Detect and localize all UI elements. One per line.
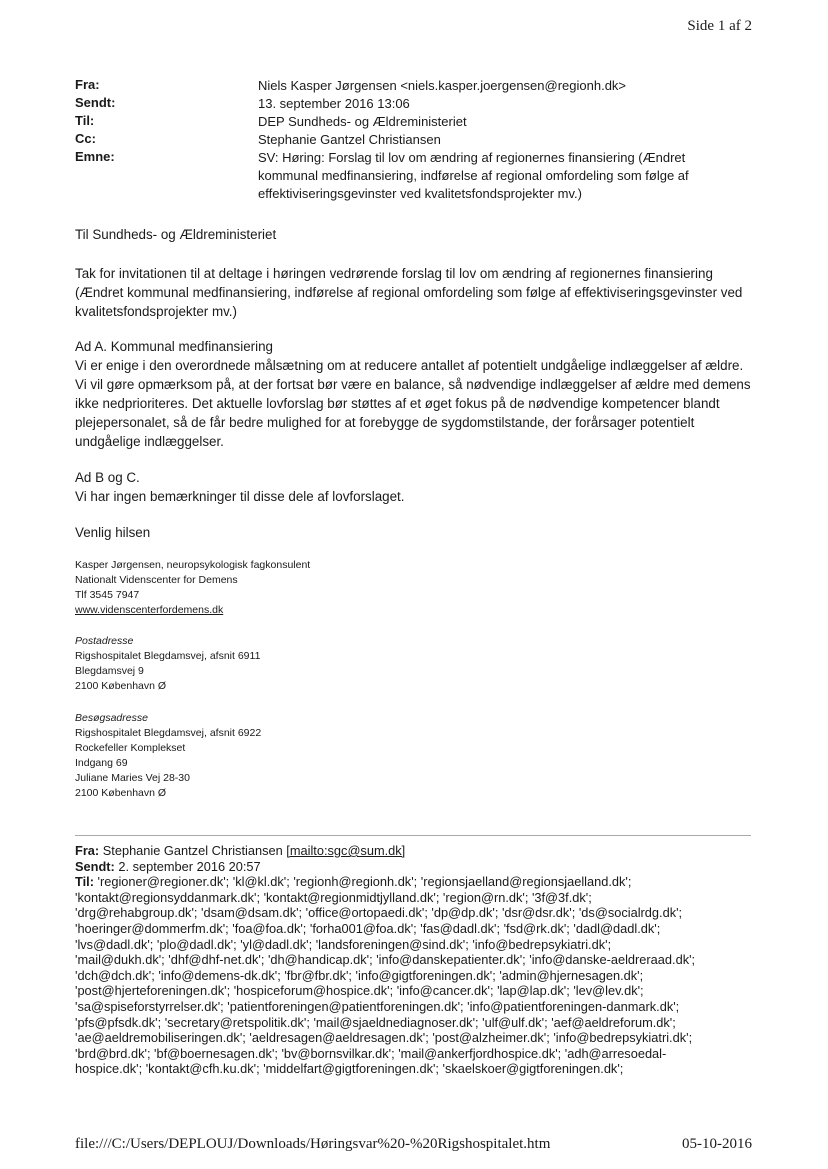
signature [75,558,310,618]
visit-line: Indgang 69 [75,757,128,769]
fwd-to-line: 'brd@brd.dk'; 'bf@boernesagen.dk'; 'bv@bornsvilkar.dk'; 'mail@ankerfjordhospice.dk'; 'adh@arresoedal- [75,1045,667,1061]
subject-label: Emne: [75,149,115,164]
fwd-to-line: 'pfs@pfsdk.dk'; 'secretary@retspolitik.dk'; 'mail@sjaeldnediagnoser.dk'; 'ulf@ulf.dk'; 'aef@aeldreforum.dk'; [75,1014,676,1030]
fwd-from-value: Stephanie Gantzel Christiansen [99,843,287,858]
cc-label: Cc: [75,131,96,146]
fwd-to-line: 'ae@aeldremobiliseringen.dk'; 'aeldresagen@aeldresagen.dk'; 'post@alzheimer.dk'; 'info@bedrepsykiatri.dk'; [75,1030,693,1046]
fwd-to-line: 'mail@dukh.dk'; 'dhf@dhf-net.dk'; 'dh@handicap.dk'; 'info@danskepatienter.dk'; 'info@danske-aeldreraad.dk'; [75,952,696,968]
fwd-to-line: 'kontakt@regionsyddanmark.dk'; 'kontakt@regionmidtjylland.dk'; 'region@rn.dk'; '3f@3f.dk'; [75,889,592,905]
visit-line: Rockefeller Komplekset [75,742,186,754]
fwd-to-line: hospice.dk'; 'kontakt@cfh.ku.dk'; 'middelfart@gigtforeningen.dk'; 'skaelskoer@gigtforeningen.dk'; [75,1061,624,1077]
postal-line: Rigshospitalet Blegdamsvej, afsnit 6911 [75,650,261,662]
section-a [75,337,755,451]
fwd-to-line [75,874,755,890]
fwd-to-line: 'post@hjerteforeningen.dk'; 'hospiceforum@hospice.dk'; 'info@cancer.dk'; 'lap@lap.dk'; 'lev@lev.dk'; [75,983,644,999]
visit-line: 2100 København Ø [75,787,167,799]
visit-line: Juliane Maries Vej 28-30 [75,772,190,784]
to-value: DEP Sundheds- og Ældreministeriet [258,114,467,129]
fwd-sent-line [75,859,755,875]
fwd-from-label: Fra: [75,843,100,858]
postal-address [75,634,260,694]
visit-heading: Besøgsadresse [75,712,148,724]
closing: Venlig hilsen [75,525,151,540]
fwd-sent-value: 2. september 2016 20:57 [114,858,261,874]
website-link[interactable]: www.videnscenterfordemens.dk [75,604,224,616]
section-bc-text: Vi har ingen bemærkninger til disse dele af lovforslaget. [75,489,405,504]
to-label: Til: [75,113,95,128]
sent-label: Sendt: [75,95,116,110]
signature-org: Nationalt Videnscenter for Demens [75,574,238,586]
footer-date: 05-10-2016 [682,1136,752,1152]
visit-line: Rigshospitalet Blegdamsvej, afsnit 6922 [75,727,262,739]
fwd-to-label: Til: [75,874,94,890]
email-header [0,77,828,217]
fwd-to-line: 'drg@rehabgroup.dk'; 'dsam@dsam.dk'; 'office@ortopaedi.dk'; 'dp@dp.dk'; 'dsr@dsr.dk'; 'ds@socialrdg.dk'; [75,905,683,921]
forwarded-header [75,843,755,1077]
fwd-to-line: 'sa@spiseforstyrrelser.dk'; 'patientforeningen@patientforeningen.dk'; 'info@patientforeningen-danmark.dk'; [75,998,680,1014]
signature-name: Kasper Jørgensen, neuropsykologisk fagkonsulent [75,559,311,571]
sent-value: 13. september 2016 13:06 [258,96,410,111]
divider [75,835,751,836]
from-label: Fra: [75,77,100,92]
section-bc [75,468,755,506]
signature-phone: Tlf 3545 7947 [75,589,140,601]
postal-line: 2100 København Ø [75,680,167,692]
fwd-mailto-link[interactable]: [mailto:sgc@sum.dk] [286,843,406,858]
from-value: Niels Kasper Jørgensen <niels.kasper.joergensen@regionh.dk> [258,78,627,93]
salutation: Til Sundheds- og Ældreministeriet [75,227,277,242]
postal-line: Blegdamsvej 9 [75,665,144,677]
fwd-to-line: 'dch@dch.dk'; 'info@demens-dk.dk'; 'fbr@fbr.dk'; 'info@gigtforeningen.dk'; 'admin@hjernesagen.dk'; [75,967,644,983]
visit-address [75,711,261,801]
fwd-to-line: 'hoeringer@dommerfm.dk'; 'foa@foa.dk'; 'forha001@foa.dk'; 'fas@dadl.dk'; 'fsd@rk.dk'; 'dadl@dadl.dk'; [75,920,661,936]
postal-heading: Postadresse [75,635,134,647]
section-a-title: Ad A. Kommunal medfinansiering [75,339,273,354]
intro-text: Tak for invitationen til at deltage i høringen vedrørende forslag til lov om ændring af regionernes finansiering (Ændret kommunal medfinansiering, indførelse af regional omfordeling som følge af effektiviseringsgevinster ved kvalitetsfondsprojekter mv.) [75,266,743,319]
page-number: Side 1 af 2 [687,18,752,34]
section-a-text: Vi er enige i den overordnede målsætning om at reducere antallet af potentielt undgåelige indlæggelser af ældre. Vi vil gøre opmærksom på, at der fortsat bør være en balance, så nødvendige indlæggelser af ældre med demens ikke nedprioriteres. Det aktuelle lovforslag bør støttes af et øget fokus på de nødvendige kompetencer blandt plejepersonalet, så de får bedre mulighed for at forebygge de sygdomstilstande, der forårsager potentielt undgåelige indlæggelser. [75,358,751,449]
cc-value: Stephanie Gantzel Christiansen [258,132,441,147]
fwd-sent-label: Sendt: [75,858,115,874]
footer-path: file:///C:/Users/DEPLOUJ/Downloads/Høringsvar%20-%20Rigshospitalet.htm [75,1136,551,1152]
fwd-from-line [75,843,755,859]
section-bc-title: Ad B og C. [75,470,140,485]
fwd-to-line: 'lvs@dadl.dk'; 'plo@dadl.dk'; 'yl@dadl.dk'; 'landsforeningen@sind.dk'; 'info@bedrepsykiatri.dk'; [75,936,612,952]
intro-paragraph [75,264,755,321]
subject-value: SV: Høring: Forslag til lov om ændring af regionernes finansiering (Ændret kommunal medfinansiering, indførelse af regional omfordeling som følge af effektiviseringsgevinster ved kvalitetsfondsprojekter mv.) [258,150,689,201]
fwd-to-recipients: 'regioner@regioner.dk'; 'kl@kl.dk'; 'regionh@regionh.dk'; 'regionsjaelland@regionsjaelland.dk'; [93,874,632,890]
